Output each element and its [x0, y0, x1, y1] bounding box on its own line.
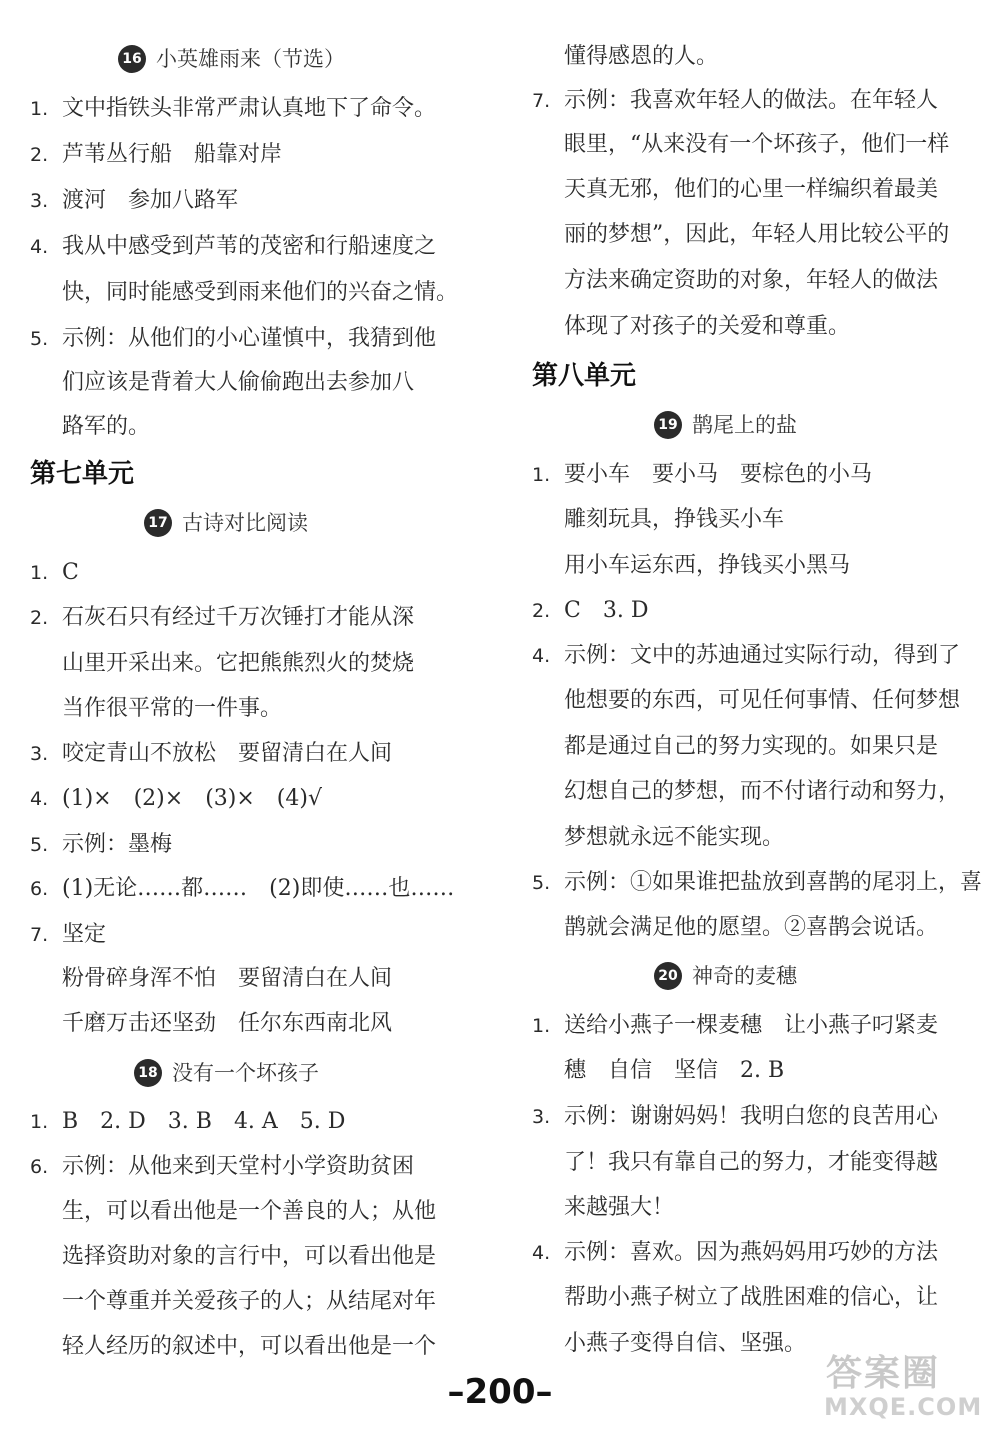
unit-heading: 第七单元: [30, 459, 135, 489]
lesson-number-badge: 16: [118, 45, 146, 73]
watermark-url: MXQE.COM: [824, 1393, 983, 1421]
lesson-17-heading: [144, 508, 308, 538]
lesson-title: 神奇的麦穗: [692, 964, 797, 988]
lesson-20-heading: [654, 961, 797, 991]
unit-heading: 第八单元: [532, 361, 637, 391]
lesson-16-heading: [118, 44, 345, 74]
lesson-title: 没有一个坏孩子: [172, 1061, 319, 1085]
lesson-19-heading: [654, 410, 797, 440]
lesson-number-badge: 20: [654, 962, 682, 990]
lesson-18-heading: [134, 1058, 319, 1088]
lesson-title: 小英雄雨来（节选）: [156, 47, 345, 71]
lesson-number-badge: 19: [654, 411, 682, 439]
lesson-number-badge: 17: [144, 509, 172, 537]
watermark-logo-text: 答案圈: [826, 1353, 941, 1394]
page-number: –200–: [447, 1372, 553, 1412]
site-watermark: [820, 1345, 990, 1425]
lesson-title: 鹊尾上的盐: [692, 413, 797, 437]
lesson-title: 古诗对比阅读: [182, 511, 308, 535]
lesson-number-badge: 18: [134, 1059, 162, 1087]
